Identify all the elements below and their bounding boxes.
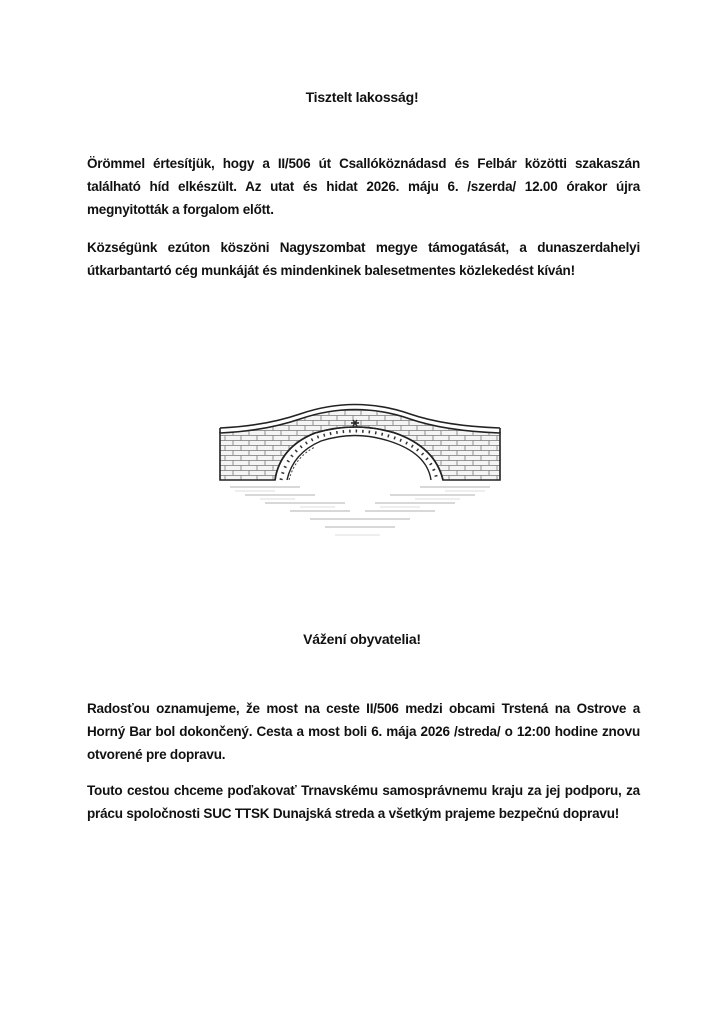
hungarian-paragraph-1: Örömmel értesítjük, hogy a II/506 út Csallóköznádasd és Felbár közötti szakaszán található híd elkészült. Az utat és hidat 2026. máju 6. /szerda/ 12.00 órakor újra megnyitották a forgalom előtt. [87, 156, 640, 217]
hungarian-heading: Tisztelt lakosság! [305, 89, 419, 105]
slovak-paragraph-2: Touto cestou chceme poďakovať Trnavskému samosprávnemu kraju za jej podporu, za prácu spoločnosti SUC TTSK Dunajská streda a všetkým prajeme bezpečnú dopravu! [87, 783, 640, 821]
stone-arch-bridge-icon [205, 395, 515, 570]
slovak-heading: Vážení obyvatelia! [303, 631, 421, 647]
slovak-paragraph-1: Radosťou oznamujeme, že most na ceste II/506 medzi obcami Trstená na Ostrove a Horný Bar bol dokončený. Cesta a most boli 6. mája 2026 /streda/ o 12:00 hodine znovu otvorené pre dopravu. [87, 701, 640, 762]
hungarian-paragraph-2: Községünk ezúton köszöni Nagyszombat megye támogatását, a dunaszerdahelyi útkarbantartó cég munkáját és mindenkinek balesetmentes közlekedést kíván! [87, 240, 640, 278]
